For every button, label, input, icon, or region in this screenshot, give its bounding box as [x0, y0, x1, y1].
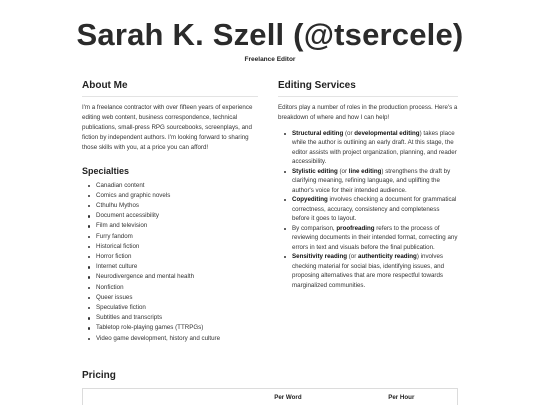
list-item: Nonfiction	[87, 283, 258, 293]
content-columns	[82, 80, 458, 344]
list-item: Cthulhu Mythos	[87, 201, 258, 211]
list-item: Internet culture	[87, 262, 258, 272]
service-term: Copyediting	[292, 196, 328, 204]
list-item: Speculative fiction	[87, 303, 258, 313]
service-text: involves checking a document for grammatical correctness, accuracy, consistency and completeness before it goes to layout.	[292, 196, 457, 223]
about-heading: About Me	[82, 80, 258, 97]
pricing-heading: Pricing	[82, 370, 116, 381]
table-header-empty	[83, 389, 230, 405]
service-text: refers to the process of reviewing documents in their intended format, correcting any errors in text and visuals before the final publication.	[292, 224, 458, 251]
list-item: Queer issues	[87, 293, 258, 303]
service-copyediting	[283, 195, 458, 224]
service-term: Sensitivity reading	[292, 253, 348, 261]
table-header-per-word: Per Word	[274, 394, 302, 401]
list-item: Video game development, history and culture	[87, 334, 258, 344]
pricing-section	[82, 370, 458, 405]
list-item: Tabletop role-playing games (TTRPGs)	[87, 323, 258, 333]
service-text: (or	[343, 129, 355, 137]
list-item: Neurodivergence and mental health	[87, 272, 258, 282]
service-term: line editing	[348, 167, 382, 175]
right-column	[278, 80, 458, 344]
specialties-heading: Specialties	[82, 165, 130, 176]
page-header	[0, 0, 540, 63]
list-item: Document accessibility	[87, 211, 258, 221]
service-text: (or	[337, 167, 349, 175]
table-header-per-hour: Per Hour	[388, 394, 415, 401]
site-title: Sarah K. Szell (@tsercele)	[76, 17, 464, 52]
service-stylistic	[283, 167, 458, 196]
service-text: (or	[347, 253, 359, 261]
service-sensitivity	[283, 252, 458, 290]
list-item: Horror fiction	[87, 252, 258, 262]
services-list	[278, 129, 458, 291]
specialties-list	[82, 181, 258, 344]
services-heading: Editing Services	[278, 80, 458, 97]
list-item: Film and television	[87, 221, 258, 231]
pricing-table	[82, 388, 458, 405]
service-term: developmental editing	[354, 129, 420, 137]
service-text: By comparison,	[292, 224, 337, 232]
site-subtitle: Freelance Editor	[244, 56, 296, 63]
list-item: Canadian content	[87, 181, 258, 191]
list-item: Comics and graphic novels	[87, 191, 258, 201]
list-item: Historical fiction	[87, 242, 258, 252]
service-text: ) strengthens the draft by clarifying meaning, refining language, and uplifting the author's voice for their intended audience.	[292, 167, 451, 194]
service-structural	[283, 129, 458, 167]
service-term: Structural editing	[292, 129, 344, 137]
service-term: proofreading	[336, 224, 375, 232]
about-text: I'm a freelance contractor with over fifteen years of experience editing web content, business correspondence, technical publications, small-press RPG sourcebooks, screenplays, and fiction by independent authors. I'm looking forward to sharing those skills with you, at a price you can afford!	[82, 104, 253, 151]
list-item: Furry fandom	[87, 232, 258, 242]
left-column	[82, 80, 258, 344]
list-item: Subtitles and transcripts	[87, 313, 258, 323]
service-term: Stylistic editing	[292, 167, 338, 175]
service-proofreading	[283, 224, 458, 253]
service-term: authenticity reading	[358, 253, 417, 261]
services-intro: Editors play a number of roles in the production process. Here's a breakdown of where and how I can help!	[278, 104, 458, 121]
service-text: ) involves checking material for social bias, identifying issues, and proposing alternatives that are more respectful towards marginalized communities.	[292, 253, 445, 289]
service-text: ) takes place while the author is outlining an early draft. At this stage, the editor assists with project organization, planning, and reader accessibility.	[292, 129, 457, 166]
